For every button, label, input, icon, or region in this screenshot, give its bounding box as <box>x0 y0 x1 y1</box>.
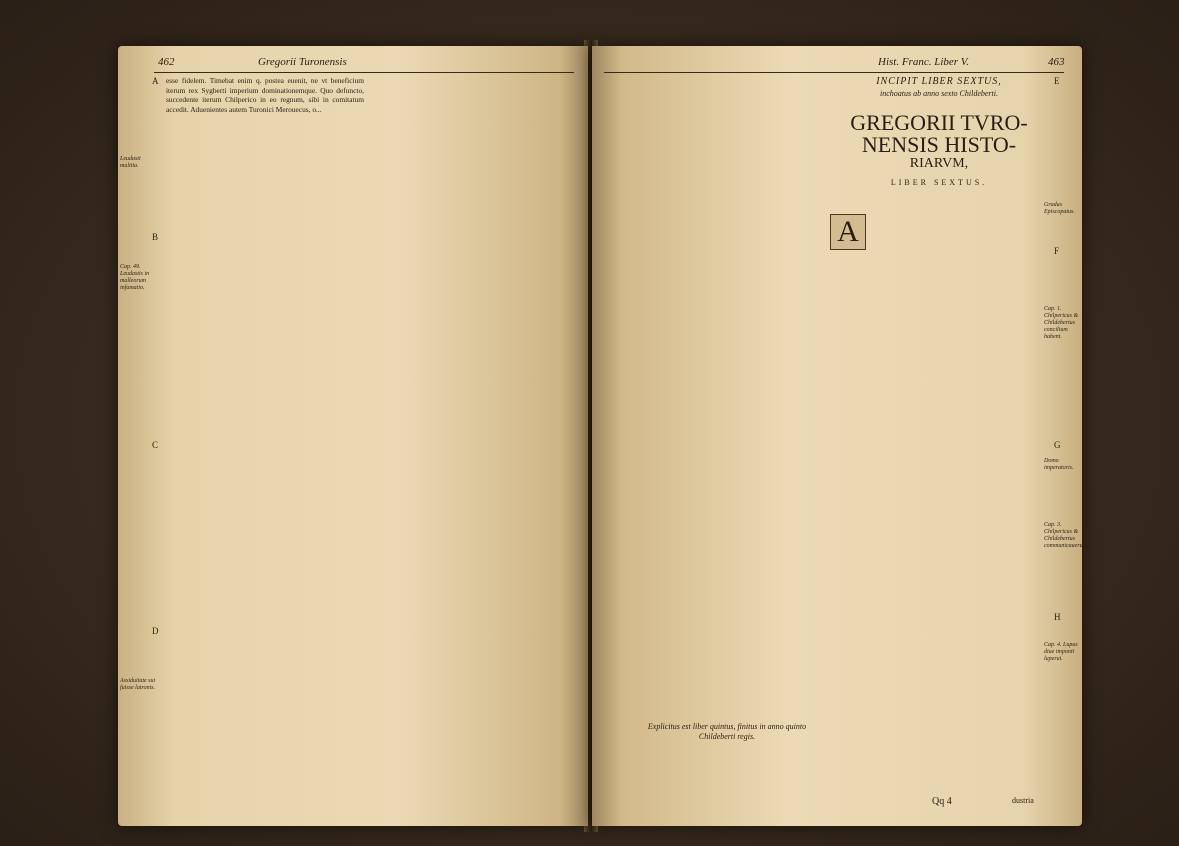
right-header-rule <box>604 72 1064 73</box>
left-page <box>118 46 588 826</box>
drop-cap: A <box>830 214 866 250</box>
right-margin-note-3: Domo imperatoris. <box>1044 458 1074 471</box>
left-col-2 <box>372 76 568 788</box>
margin-note-2: Cap. 49. Leudastis in malleorum infamatio. <box>120 264 150 291</box>
margin-note-3: Assiduitate sui fuisse latronis. <box>120 678 156 691</box>
margin-letter-b: B <box>152 232 159 242</box>
explicit-text: Explicitus est liber quintus, finitus in anno quinto Childeberti regis. <box>647 722 807 741</box>
left-page-number: 462 <box>158 56 175 68</box>
incipit-line: INCIPIT LIBER SEXTUS, <box>876 76 1002 87</box>
big-title-1: GREGORII TVRO- <box>850 110 1028 135</box>
left-running-head: Gregorii Turonensis <box>258 56 347 68</box>
inchoatus-line: inchoatus ab anno sexto Childeberti. <box>880 89 998 98</box>
left-header-rule <box>154 72 574 73</box>
right-margin-letter-h: H <box>1054 612 1061 622</box>
book-title-block <box>830 76 1048 187</box>
right-margin-note-2: Cap. 1. Chilpericus & Childebertus concilium habent. <box>1044 306 1079 340</box>
right-margin-note-1: Gradus Episcopatus. <box>1044 202 1075 215</box>
catchword: dustria <box>1012 796 1034 805</box>
margin-letter-a: A <box>152 76 159 86</box>
right-page-number: 463 <box>1048 56 1065 68</box>
margin-note-1: Leudasti malitia. <box>120 156 141 169</box>
right-margin-note-4: Cap. 3. Chilpericus & Childebertus communicauerunt. <box>1044 522 1089 549</box>
big-title-3: RIARVM, <box>909 156 969 171</box>
right-margin-letter-f: F <box>1054 246 1060 256</box>
signature-mark: Qq 4 <box>932 796 952 807</box>
right-page <box>592 46 1089 826</box>
liber-sextus-subtitle: LIBER SEXTUS. <box>890 178 988 187</box>
right-col-1 <box>604 76 822 816</box>
right-margin-letter-g: G <box>1054 440 1061 450</box>
left-col-1-text: esse fidelem. Timebat enim q. postea euenit, ne vt beneficium iterum rex Sygberti imperium dominationemque. Quo defuncto, succedente iterum Chilperico in eo regnum, sibi in comitatum accedit. Aduenientes autem Turonici Merouecus, o... <box>166 76 364 114</box>
right-col-2 <box>830 252 1044 818</box>
big-title-2: NENSIS HISTO- <box>861 132 1017 157</box>
right-margin-letter-e: E <box>1054 76 1060 86</box>
left-col-1 <box>166 76 364 788</box>
margin-letter-d: D <box>152 626 159 636</box>
right-margin-note-5: Cap. 4. Lupus diue imponit luperui. <box>1044 642 1078 662</box>
margin-letter-c: C <box>152 440 159 450</box>
right-running-head: Hist. Franc. Liber V. <box>878 56 969 68</box>
